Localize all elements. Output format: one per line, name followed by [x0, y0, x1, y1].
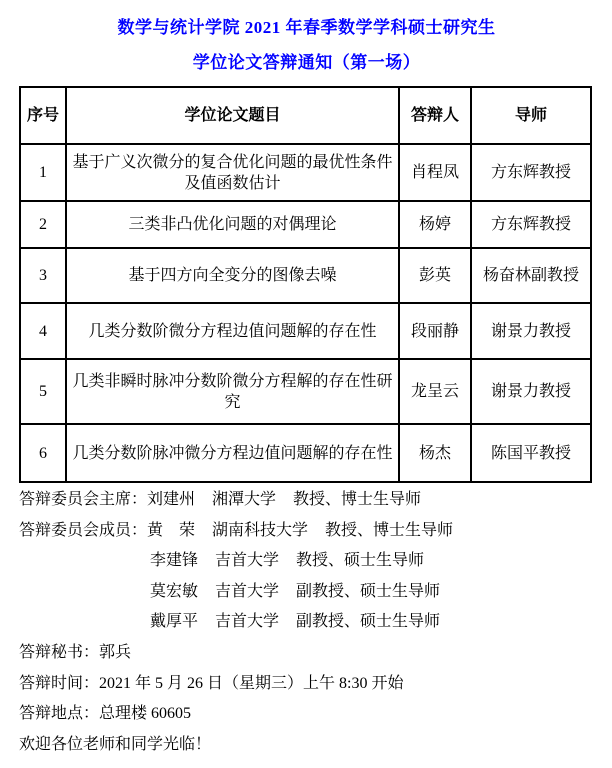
cell-supervisor: 杨奋林副教授 — [471, 248, 591, 303]
table-row — [20, 201, 591, 248]
header-cell-no: 序号 — [20, 87, 66, 144]
table-row — [20, 144, 591, 201]
welcome-line: 欢迎各位老师和同学光临！ — [19, 735, 212, 753]
committee-member-title: 副教授、硕士生导师 — [296, 582, 441, 600]
defense-time-label: 答辩时间： — [19, 674, 100, 692]
cell-no: 1 — [20, 144, 66, 201]
cell-thesis-title: 基于广义次微分的复合优化问题的最优性条件及值函数估计 — [66, 144, 399, 201]
cell-thesis-title: 基于四方向全变分的图像去噪 — [66, 248, 399, 303]
cell-defender: 段丽静 — [399, 303, 471, 359]
defense-schedule-table — [19, 86, 592, 483]
cell-thesis-title: 几类非瞬时脉冲分数阶微分方程解的存在性研究 — [66, 359, 399, 424]
cell-no: 5 — [20, 359, 66, 424]
committee-member-line — [19, 607, 594, 638]
title-line-2: 学位论文答辩通知（第一场） — [192, 53, 421, 72]
cell-defender: 杨杰 — [399, 424, 471, 482]
cell-thesis-title: 几类分数阶脉冲微分方程边值问题解的存在性 — [66, 424, 399, 482]
secretary-label: 答辩秘书： — [19, 643, 100, 661]
title-line-1: 数学与统计学院 2021 年春季数学学科硕士研究生 — [117, 18, 496, 37]
notice-footer — [19, 485, 594, 760]
table-row — [20, 248, 591, 303]
committee-member-line — [19, 577, 594, 608]
secretary-line — [19, 638, 594, 669]
committee-member-title: 教授、硕士生导师 — [296, 552, 425, 570]
committee-chair-label: 答辩委员会主席： — [19, 491, 148, 508]
committee-member-university: 湖南科技大学 — [212, 521, 309, 539]
committee-member-university: 吉首大学 — [215, 582, 280, 600]
committee-members-label: 答辩委员会成员： — [19, 521, 148, 539]
cell-supervisor: 谢景力教授 — [471, 303, 591, 359]
committee-member-name: 戴厚平 — [150, 613, 199, 631]
cell-supervisor: 方东辉教授 — [471, 144, 591, 201]
cell-supervisor: 陈国平教授 — [471, 424, 591, 482]
committee-member-name: 李建锋 — [150, 552, 199, 570]
committee-member-line — [19, 546, 594, 577]
header-cell-supervisor: 导师 — [471, 87, 591, 144]
defense-time-line — [19, 669, 594, 700]
cell-defender: 杨婷 — [399, 201, 471, 248]
table-row — [20, 359, 591, 424]
table-row — [20, 303, 591, 359]
cell-supervisor: 谢景力教授 — [471, 359, 591, 424]
committee-member-university: 吉首大学 — [215, 552, 280, 570]
table-row — [20, 424, 591, 482]
committee-members-line — [19, 516, 594, 547]
cell-supervisor: 方东辉教授 — [471, 201, 591, 248]
committee-member-name: 黄 荣 — [147, 521, 196, 539]
table-header-row — [20, 87, 591, 144]
committee-chair-line — [19, 485, 594, 516]
cell-no: 4 — [20, 303, 66, 359]
cell-defender: 龙呈云 — [399, 359, 471, 424]
cell-defender: 肖程凤 — [399, 144, 471, 201]
defense-time-value: 2021 年 5 月 26 日（星期三）上午 8:30 开始 — [99, 674, 404, 692]
document-title — [19, 10, 594, 80]
defense-location-line — [19, 699, 594, 730]
committee-member-university: 吉首大学 — [215, 613, 280, 631]
committee-chair-name: 刘建州 — [147, 491, 196, 508]
cell-no: 6 — [20, 424, 66, 482]
cell-thesis-title: 三类非凸优化问题的对偶理论 — [66, 201, 399, 248]
committee-member-title: 副教授、硕士生导师 — [296, 613, 441, 631]
header-cell-thesis-title: 学位论文题目 — [66, 87, 399, 144]
header-cell-defender: 答辩人 — [399, 87, 471, 144]
committee-chair-title: 教授、博士生导师 — [293, 491, 422, 508]
defense-location-value: 总理楼 60605 — [99, 705, 192, 723]
cell-thesis-title: 几类分数阶微分方程边值问题解的存在性 — [66, 303, 399, 359]
cell-defender: 彭英 — [399, 248, 471, 303]
cell-no: 3 — [20, 248, 66, 303]
committee-member-title: 教授、博士生导师 — [325, 521, 454, 539]
secretary-name: 郭兵 — [99, 643, 132, 661]
committee-chair-university: 湘潭大学 — [212, 491, 277, 508]
cell-no: 2 — [20, 201, 66, 248]
defense-location-label: 答辩地点： — [19, 705, 100, 723]
committee-member-name: 莫宏敏 — [150, 582, 199, 600]
